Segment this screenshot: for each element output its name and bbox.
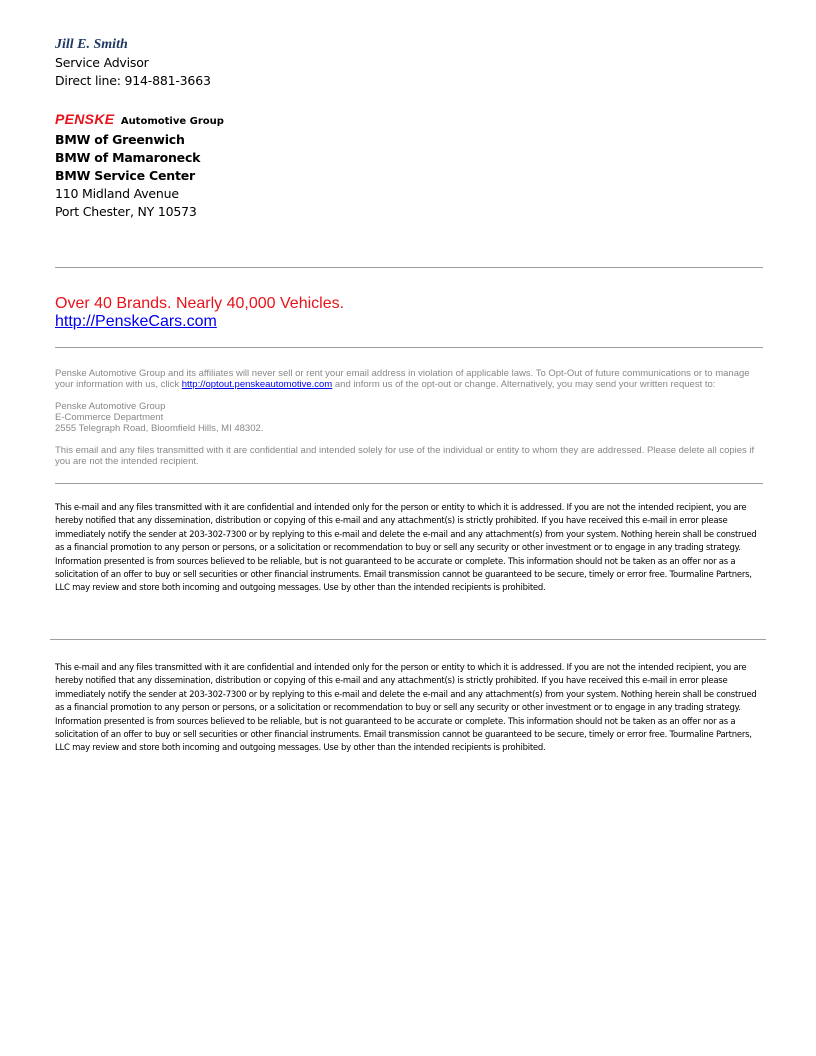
divider [55,267,763,268]
mailing-address [55,401,763,434]
divider [55,483,763,484]
disclaimer-text: This e-mail and any files transmitted with it are confidential and intended only for the person or entity to which it is addressed. If you are not the intended recipient, you are hereby notified that any dissemination, distribution or copying of this e-mail and any attachment(s) is strictly prohibited. If you have received this e-mail in error please immediately notify the sender at 203-302-7300 or by replying to this e-mail and delete the e-mail and any attachment(s) from your system. Nothing herein shall be construed as a financial promotion to any person or persons, or a solicitation or recommendation to buy or sell any security or other investment or to engage in any trading strategy. Information presented is from sources believed to be reliable, but is not guaranteed to be accurate or complete. This information should not be taken as an offer nor as a solicitation of an offer to buy or sell securities or other financial instruments. Email transmission cannot be guaranteed to be secure, timely or error free. Tourmaline Partners, LLC may review and store both incoming and outgoing messages. Use by other than the intended recipients is prohibited. [55,503,757,594]
dealer-name: BMW of Mamaroneck [55,150,201,165]
dealer-name: BMW Service Center [55,168,195,183]
promo-tagline: Over 40 Brands. Nearly 40,000 Vehicles. [55,295,345,312]
dealer-name: BMW of Greenwich [55,132,185,147]
promo-block [55,295,763,331]
divider [55,347,763,348]
disclaimer-text: This e-mail and any files transmitted with it are confidential and intended only for the person or entity to which it is addressed. If you are not the intended recipient, you are hereby notified that any dissemination, distribution or copying of this e-mail and any attachment(s) is strictly prohibited. If you have received this e-mail in error please immediately notify the sender at 203-302-7300 or by replying to this e-mail and delete the e-mail and any attachment(s) from your system. Nothing herein shall be construed as a financial promotion to any person or persons, or a solicitation or recommendation to buy or sell any security or other investment or to engage in any trading strategy. Information presented is from sources believed to be reliable, but is not guaranteed to be accurate or complete. This information should not be taken as an offer nor as a solicitation of an offer to buy or sell securities or other financial instruments. Email transmission cannot be guaranteed to be secure, timely or error free. Tourmaline Partners, LLC may review and store both incoming and outgoing messages. Use by other than the intended recipients is prohibited. [55,663,757,754]
signature-direct-line: Direct line: 914-881-3663 [55,73,211,88]
confidentiality-notice: This email and any files transmitted with it are confidential and intended solely for use of the individual or entity to whom they are addressed. Please delete all copies if you are not the intended recipient. [55,445,755,467]
penske-wordmark: PENSKE [55,111,115,127]
automotive-group-label: Automotive Group [120,116,224,127]
privacy-text-end: and inform us of the opt-out or change. Alternatively, you may send your written request to: [332,379,716,390]
dealer-street: 110 Midland Avenue [55,186,179,201]
optout-link[interactable]: http://optout.penskeautomotive.com [181,379,333,390]
signature-title: Service Advisor [55,55,149,70]
penske-logo [55,110,763,131]
signature-name: Jill E. Smith [55,37,128,52]
address-line: Penske Automotive Group [55,401,166,412]
privacy-notice [55,368,763,390]
dealer-city: Port Chester, NY 10573 [55,204,197,219]
address-line: E-Commerce Department [55,412,164,423]
signature-block [55,36,763,90]
dealer-block [55,131,763,221]
privacy-text: Penske Automotive Group and its affiliates will never sell or rent your email address in violation of applicable laws. To Opt-Out of future communications or to manage your information with us, click [55,368,750,390]
penske-cars-link[interactable]: http://PenskeCars.com [55,313,217,330]
address-line: 2555 Telegraph Road, Bloomfield Hills, MI 48302. [55,423,264,434]
email-body [55,36,763,596]
divider [50,639,766,640]
